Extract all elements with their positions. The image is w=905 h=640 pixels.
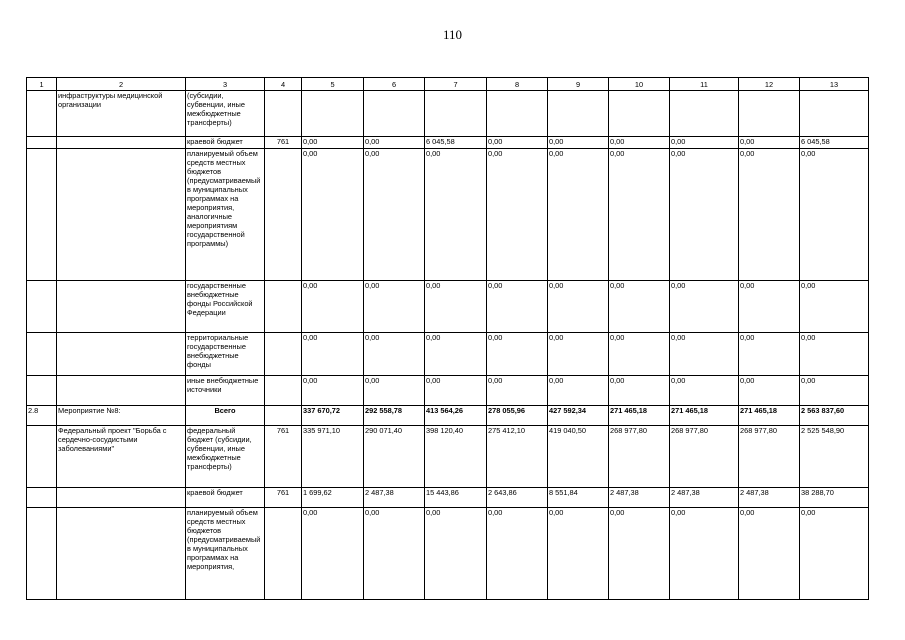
budget-code-cell [265,149,302,281]
amount-cell: 0,00 [487,137,548,149]
table-row [27,488,869,508]
amount-cell: 0,00 [670,333,739,376]
amount-cell: 268 977,80 [739,426,800,488]
activity-name-cell [57,333,186,376]
amount-cell: 268 977,80 [609,426,670,488]
table-row [27,333,869,376]
amount-cell: 398 120,40 [425,426,487,488]
amount-cell: 0,00 [425,281,487,333]
column-header: 8 [487,78,548,91]
column-header: 11 [670,78,739,91]
amount-cell [425,91,487,137]
amount-cell: 0,00 [302,149,364,281]
row-number-cell [27,281,57,333]
amount-cell: 2 487,38 [364,488,425,508]
row-number-cell [27,426,57,488]
row-number-cell [27,333,57,376]
funding-source-cell: (субсидии, субвенции, иные межбюджетные трансферты) [186,91,265,137]
column-header: 6 [364,78,425,91]
amount-cell: 427 592,34 [548,406,609,426]
amount-cell: 0,00 [425,508,487,600]
amount-cell [800,91,869,137]
amount-cell: 278 055,96 [487,406,548,426]
amount-cell: 0,00 [548,281,609,333]
amount-cell: 0,00 [548,508,609,600]
funding-source-cell: краевой бюджет [186,137,265,149]
amount-cell: 413 564,26 [425,406,487,426]
amount-cell: 0,00 [548,376,609,406]
amount-cell [739,91,800,137]
amount-cell: 6 045,58 [425,137,487,149]
budget-code-cell [265,333,302,376]
table-row [27,137,869,149]
amount-cell: 0,00 [800,376,869,406]
amount-cell: 0,00 [548,149,609,281]
amount-cell: 0,00 [609,376,670,406]
row-number-cell [27,91,57,137]
amount-cell: 0,00 [425,376,487,406]
row-number-cell [27,488,57,508]
amount-cell: 292 558,78 [364,406,425,426]
funding-source-cell: федеральный бюджет (субсидии, субвенции, иные межбюджетные трансферты) [186,426,265,488]
amount-cell: 0,00 [487,333,548,376]
amount-cell: 0,00 [302,137,364,149]
amount-cell [487,91,548,137]
amount-cell: 38 288,70 [800,488,869,508]
amount-cell: 271 465,18 [670,406,739,426]
amount-cell: 0,00 [609,281,670,333]
amount-cell [364,91,425,137]
amount-cell: 335 971,10 [302,426,364,488]
row-number-cell: 2.8 [27,406,57,426]
amount-cell: 0,00 [302,508,364,600]
amount-cell: 1 699,62 [302,488,364,508]
amount-cell: 0,00 [800,149,869,281]
column-header: 5 [302,78,364,91]
column-header: 4 [265,78,302,91]
budget-code-cell: 761 [265,426,302,488]
activity-name-cell [57,137,186,149]
table-row [27,376,869,406]
amount-cell: 0,00 [487,149,548,281]
amount-cell: 0,00 [670,508,739,600]
amount-cell: 0,00 [739,333,800,376]
funding-source-cell: планируемый объем средств местных бюджетов (предусматриваемый в муниципальных программах на мероприятия, [186,508,265,600]
amount-cell: 0,00 [548,137,609,149]
column-header: 2 [57,78,186,91]
activity-name-cell: Федеральный проект "Борьба с сердечно-сосудистыми заболеваниями" [57,426,186,488]
activity-name-cell: инфраструктуры медицинской организации [57,91,186,137]
amount-cell: 0,00 [364,376,425,406]
row-number-cell [27,508,57,600]
column-header: 1 [27,78,57,91]
amount-cell: 0,00 [364,333,425,376]
amount-cell: 271 465,18 [609,406,670,426]
amount-cell: 0,00 [670,137,739,149]
amount-cell: 2 487,38 [670,488,739,508]
funding-source-cell: планируемый объем средств местных бюджетов (предусматриваемый в муниципальных программах на мероприятия, аналогичные мероприятиям государственной программы) [186,149,265,281]
row-number-cell [27,137,57,149]
amount-cell: 0,00 [739,376,800,406]
funding-source-cell: территориальные государственные внебюджетные фонды [186,333,265,376]
funding-source-cell: иные внебюджетные источники [186,376,265,406]
amount-cell: 0,00 [800,333,869,376]
amount-cell: 419 040,50 [548,426,609,488]
amount-cell: 0,00 [670,376,739,406]
amount-cell [670,91,739,137]
activity-name-cell [57,149,186,281]
column-header: 13 [800,78,869,91]
amount-cell: 271 465,18 [739,406,800,426]
funding-source-cell: краевой бюджет [186,488,265,508]
activity-name-cell [57,508,186,600]
funding-source-cell: государственные внебюджетные фонды Российской Федерации [186,281,265,333]
amount-cell [548,91,609,137]
amount-cell: 0,00 [609,508,670,600]
amount-cell [302,91,364,137]
column-header: 7 [425,78,487,91]
amount-cell: 0,00 [670,149,739,281]
amount-cell: 0,00 [800,508,869,600]
amount-cell: 0,00 [739,508,800,600]
amount-cell: 2 487,38 [739,488,800,508]
table-row [27,91,869,137]
amount-cell: 6 045,58 [800,137,869,149]
funding-source-cell: Всего [186,406,265,426]
amount-cell: 15 443,86 [425,488,487,508]
budget-code-cell [265,281,302,333]
amount-cell: 0,00 [548,333,609,376]
amount-cell: 290 071,40 [364,426,425,488]
table-row [27,149,869,281]
amount-cell: 0,00 [609,333,670,376]
budget-code-cell: 761 [265,488,302,508]
amount-cell: 0,00 [487,281,548,333]
table-row [27,508,869,600]
activity-name-cell [57,281,186,333]
amount-cell: 0,00 [487,376,548,406]
column-header: 10 [609,78,670,91]
amount-cell: 275 412,10 [487,426,548,488]
activity-name-cell: Мероприятие №8: [57,406,186,426]
budget-table [26,77,869,600]
table-header-row [27,78,869,91]
amount-cell: 0,00 [302,281,364,333]
amount-cell: 0,00 [302,376,364,406]
amount-cell: 0,00 [302,333,364,376]
column-header: 12 [739,78,800,91]
page-number: 110 [442,27,463,42]
table-row [27,426,869,488]
budget-code-cell: 761 [265,137,302,149]
amount-cell: 2 563 837,60 [800,406,869,426]
amount-cell: 0,00 [739,149,800,281]
amount-cell: 2 525 548,90 [800,426,869,488]
table-row [27,406,869,426]
amount-cell: 268 977,80 [670,426,739,488]
amount-cell: 0,00 [364,508,425,600]
amount-cell: 0,00 [364,281,425,333]
amount-cell [609,91,670,137]
budget-code-cell [265,376,302,406]
amount-cell: 0,00 [609,149,670,281]
activity-name-cell [57,488,186,508]
amount-cell: 2 487,38 [609,488,670,508]
amount-cell: 337 670,72 [302,406,364,426]
budget-code-cell [265,406,302,426]
activity-name-cell [57,376,186,406]
amount-cell: 0,00 [425,333,487,376]
amount-cell: 0,00 [487,508,548,600]
amount-cell: 0,00 [609,137,670,149]
amount-cell: 8 551,84 [548,488,609,508]
column-header: 9 [548,78,609,91]
column-header: 3 [186,78,265,91]
amount-cell: 0,00 [800,281,869,333]
amount-cell: 0,00 [364,149,425,281]
row-number-cell [27,376,57,406]
amount-cell: 0,00 [739,137,800,149]
amount-cell: 0,00 [364,137,425,149]
amount-cell: 2 643,86 [487,488,548,508]
amount-cell: 0,00 [425,149,487,281]
amount-cell: 0,00 [739,281,800,333]
amount-cell: 0,00 [670,281,739,333]
table-row [27,281,869,333]
budget-code-cell [265,91,302,137]
budget-code-cell [265,508,302,600]
row-number-cell [27,149,57,281]
